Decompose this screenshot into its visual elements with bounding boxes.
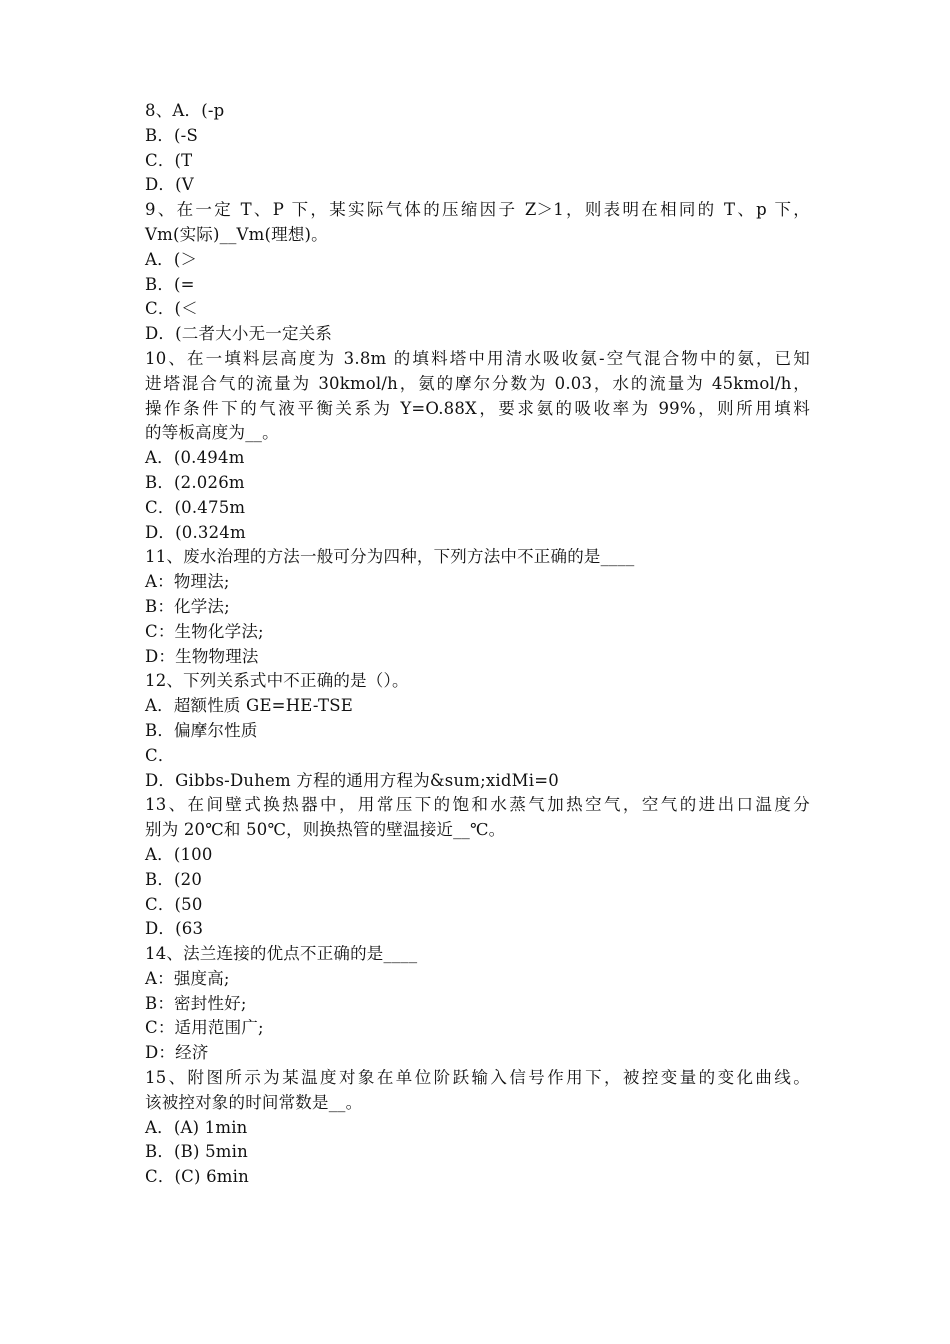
question-13-line: 13、在间壁式换热器中，用常压下的饱和水蒸气加热空气，空气的进出口温度分 xyxy=(145,795,810,815)
option-line: B．偏摩尔性质 xyxy=(145,720,258,740)
question-13-line: 别为 20℃和 50℃，则换热管的壁温接近__℃。 xyxy=(145,820,506,840)
option-line: B：密封性好; xyxy=(145,993,247,1013)
option-line: B：化学法; xyxy=(145,596,230,616)
option-line: A：强度高; xyxy=(145,968,230,988)
option-line: B．(= xyxy=(145,274,195,294)
document-body xyxy=(145,99,810,1190)
option-line: B．(20 xyxy=(145,869,203,889)
option-line: C．(50 xyxy=(145,894,203,914)
option-line: A．超额性质 GE=HE-TSE xyxy=(145,696,353,716)
question-10-line: 操作条件下的气液平衡关系为 Y=O.88X，要求氨的吸收率为 99%，则所用填料 xyxy=(145,398,810,418)
question-10-line: 进塔混合气的流量为 30kmol/h，氨的摩尔分数为 0.03，水的流量为 45kmol/h， xyxy=(145,373,810,393)
option-line: C．(0.475m xyxy=(145,497,246,517)
option-line: D．(V xyxy=(145,175,194,195)
option-line: C． xyxy=(145,745,175,765)
option-line: C．(C) 6min xyxy=(145,1167,249,1187)
option-line: C：适用范围广; xyxy=(145,1018,264,1038)
option-line: A．(＞ xyxy=(145,249,198,269)
option-line: B．(B) 5min xyxy=(145,1142,248,1162)
question-12-line: 12、下列关系式中不正确的是（）。 xyxy=(145,671,409,691)
option-line: A．(A) 1min xyxy=(145,1117,248,1137)
option-line: A．(100 xyxy=(145,844,213,864)
option-line: D：生物物理法 xyxy=(145,646,259,666)
question-10-line: 10、在一填料层高度为 3.8m 的填料塔中用清水吸收氨-空气混合物中的氨，已知 xyxy=(145,348,810,368)
option-line: A．(0.494m xyxy=(145,448,245,468)
option-line: A：物理法; xyxy=(145,572,230,592)
option-line: C．(＜ xyxy=(145,299,198,319)
question-9-line: 9、在一定 T、P 下，某实际气体的压缩因子 Z＞1，则表明在相同的 T、p 下， xyxy=(145,200,810,220)
option-line: D．(63 xyxy=(145,919,204,939)
question-9-line: Vm(实际)__Vm(理想)。 xyxy=(145,224,328,244)
question-14-line: 14、法兰连接的优点不正确的是____ xyxy=(145,944,418,964)
option-line: B．(-S xyxy=(145,125,198,145)
option-line: D：经济 xyxy=(145,1043,209,1063)
question-15-line: 15、附图所示为某温度对象在单位阶跃输入信号作用下，被控变量的变化曲线。 xyxy=(145,1068,810,1088)
option-line: D．(0.324m xyxy=(145,522,246,542)
option-line: D．Gibbs-Duhem 方程的通用方程为&sum;xidMi=0 xyxy=(145,770,559,790)
option-line: D．(二者大小无一定关系 xyxy=(145,324,333,344)
option-line: C．(T xyxy=(145,150,193,170)
question-11-line: 11、废水治理的方法一般可分为四种，下列方法中不正确的是____ xyxy=(145,547,635,567)
option-line: C：生物化学法; xyxy=(145,621,264,641)
option-line: B．(2.026m xyxy=(145,472,245,492)
option-line: 8、A．(-p xyxy=(145,101,225,120)
question-15-line: 该被控对象的时间常数是__。 xyxy=(145,1092,363,1112)
question-10-line: 的等板高度为__。 xyxy=(145,423,279,443)
